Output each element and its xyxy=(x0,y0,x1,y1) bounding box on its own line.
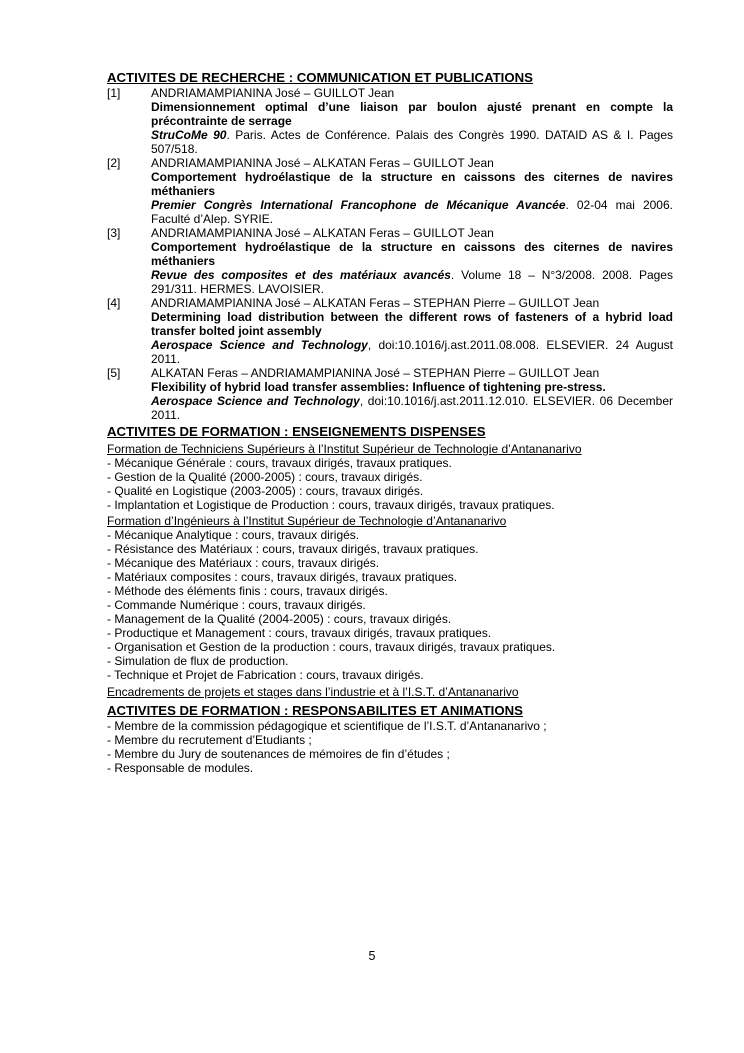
publication-title: Dimensionnement optimal d’une liaison par boulon ajusté prenant en compte la précontrainte de serrage xyxy=(151,100,673,128)
publication-venue xyxy=(151,268,673,296)
responsibility-item: - Membre de la commission pédagogique et scientifique de l’I.S.T. d’Antananarivo ; xyxy=(107,719,547,733)
responsibility-item: - Responsable de modules. xyxy=(107,761,254,775)
publication-venue xyxy=(151,338,673,366)
publication-number: [3] xyxy=(107,226,121,240)
responsibility-item: - Membre du recrutement d’Etudiants ; xyxy=(107,733,312,747)
publication-entry xyxy=(107,156,673,226)
page-number: 5 xyxy=(368,949,376,963)
publication-number: [1] xyxy=(107,86,121,100)
course-item: - Résistance des Matériaux : cours, travaux dirigés, travaux pratiques. xyxy=(107,542,479,556)
course-item: - Technique et Projet de Fabrication : cours, travaux dirigés. xyxy=(107,668,424,682)
teaching-heading: ACTIVITES DE FORMATION : ENSEIGNEMENTS DISPENSES xyxy=(107,424,486,439)
course-item: - Gestion de la Qualité (2000-2005) : cours, travaux dirigés. xyxy=(107,470,423,484)
publication-venue-name: Revue des composites et des matériaux avancés xyxy=(151,268,451,282)
publication-venue-details: . Volume 18 – N°3/2008. 2008. Pages 291/311. HERMES. LAVOISIER. xyxy=(151,268,673,296)
publication-venue xyxy=(151,394,673,422)
course-item: - Simulation de flux de production. xyxy=(107,654,289,668)
technician-training-title: Formation de Techniciens Supérieurs à l’Institut Supérieur de Technologie d’Antananarivo xyxy=(107,442,582,456)
research-heading: ACTIVITES DE RECHERCHE : COMMUNICATION ET PUBLICATIONS xyxy=(107,70,533,85)
course-item: - Mécanique Analytique : cours, travaux dirigés. xyxy=(107,528,360,542)
course-item: - Mécanique Générale : cours, travaux dirigés, travaux pratiques. xyxy=(107,456,452,470)
publication-entry xyxy=(107,296,673,366)
publication-venue-details: . Paris. Actes de Conférence. Palais des Congrès 1990. DATAID AS & I. Pages 507/518. xyxy=(151,128,673,156)
course-item: - Matériaux composites : cours, travaux dirigés, travaux pratiques. xyxy=(107,570,458,584)
publication-venue-name: Aerospace Science and Technology xyxy=(151,394,360,408)
responsibilities-heading: ACTIVITES DE FORMATION : RESPONSABILITES ET ANIMATIONS xyxy=(107,703,523,718)
publication-number: [4] xyxy=(107,296,121,310)
supervision-title: Encadrements de projets et stages dans l’industrie et à l’I.S.T. d’Antananarivo xyxy=(107,685,519,699)
course-item: - Organisation et Gestion de la production : cours, travaux dirigés, travaux pratiques. xyxy=(107,640,556,654)
publication-venue-name: Premier Congrès International Francophone de Mécanique Avancée xyxy=(151,198,566,212)
responsibility-item: - Membre du Jury de soutenances de mémoires de fin d’études ; xyxy=(107,747,450,761)
publication-venue xyxy=(151,128,673,156)
publication-venue-name: Aerospace Science and Technology xyxy=(151,338,368,352)
publication-venue-details: , doi:10.1016/j.ast.2011.12.010. ELSEVIER. 06 December 2011. xyxy=(151,394,673,422)
publication-authors: ANDRIAMAMPIANINA José – ALKATAN Feras – GUILLOT Jean xyxy=(151,156,494,170)
publication-venue-name: StruCoMe 90 xyxy=(151,128,227,142)
publication-entry xyxy=(107,366,673,422)
engineer-training-title: Formation d’Ingénieurs à l’Institut Supérieur de Technologie d’Antananarivo xyxy=(107,514,507,528)
publication-authors: ANDRIAMAMPIANINA José – ALKATAN Feras – STEPHAN Pierre – GUILLOT Jean xyxy=(151,296,600,310)
publication-venue-details: . 02-04 mai 2006. Faculté d’Alep. SYRIE. xyxy=(151,198,673,226)
publication-entry xyxy=(107,226,673,296)
course-item: - Implantation et Logistique de Production : cours, travaux dirigés, travaux pratiques. xyxy=(107,498,555,512)
publication-title: Comportement hydroélastique de la structure en caissons des citernes de navires méthaniers xyxy=(151,170,673,198)
publication-venue xyxy=(151,198,673,226)
publication-number: [5] xyxy=(107,366,121,380)
course-item: - Productique et Management : cours, travaux dirigés, travaux pratiques. xyxy=(107,626,492,640)
course-item: - Management de la Qualité (2004-2005) : cours, travaux dirigés. xyxy=(107,612,452,626)
publication-entry xyxy=(107,86,673,156)
publication-title: Flexibility of hybrid load transfer assemblies: Influence of tightening pre-stress. xyxy=(151,380,606,394)
page-content xyxy=(107,70,673,775)
publication-authors: ANDRIAMAMPIANINA José – ALKATAN Feras – GUILLOT Jean xyxy=(151,226,494,240)
course-item: - Commande Numérique : cours, travaux dirigés. xyxy=(107,598,366,612)
publication-venue-details: , doi:10.1016/j.ast.2011.08.008. ELSEVIER. 24 August 2011. xyxy=(151,338,673,366)
publication-title: Comportement hydroélastique de la structure en caissons des citernes de navires méthaniers xyxy=(151,240,673,268)
course-item: - Mécanique des Matériaux : cours, travaux dirigés. xyxy=(107,556,380,570)
publication-authors: ANDRIAMAMPIANINA José – GUILLOT Jean xyxy=(151,86,395,100)
course-item: - Qualité en Logistique (2003-2005) : cours, travaux dirigés. xyxy=(107,484,424,498)
publication-authors: ALKATAN Feras – ANDRIAMAMPIANINA José – STEPHAN Pierre – GUILLOT Jean xyxy=(151,366,600,380)
course-item: - Méthode des éléments finis : cours, travaux dirigés. xyxy=(107,584,388,598)
publication-number: [2] xyxy=(107,156,121,170)
publication-title: Determining load distribution between the different rows of fasteners of a hybrid load transfer bolted joint assembly xyxy=(151,310,673,338)
